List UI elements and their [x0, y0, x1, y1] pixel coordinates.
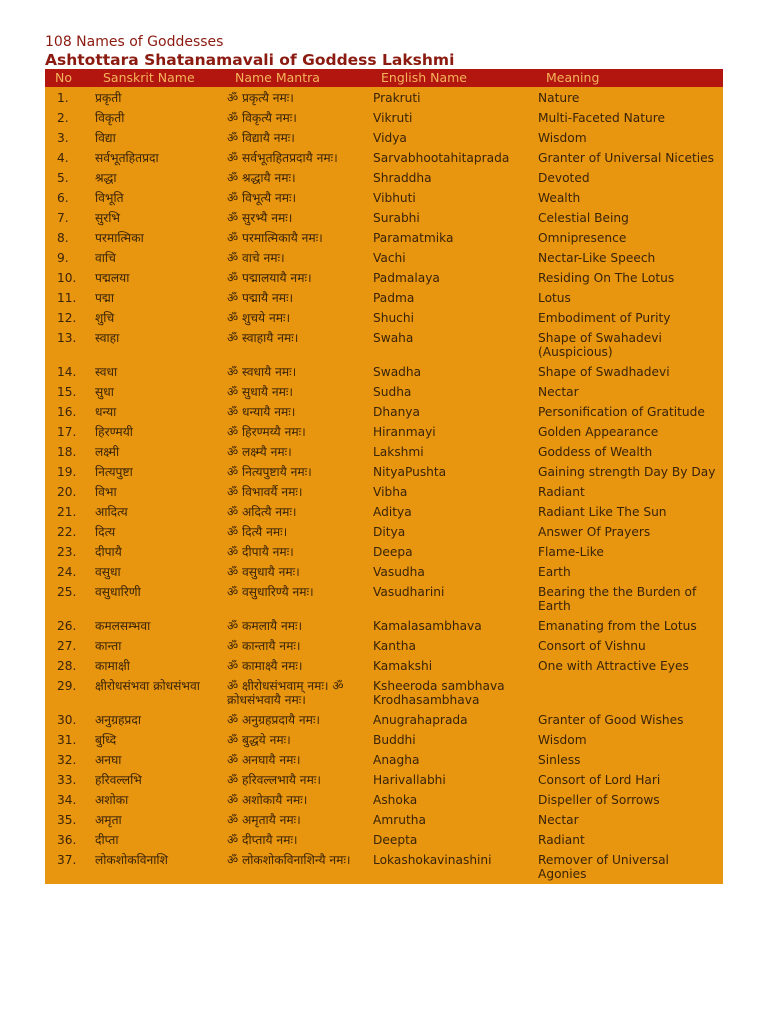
table-row	[45, 810, 723, 830]
sanskrit-name-cell: विभूति	[95, 191, 124, 205]
english-name-cell: Shuchi	[373, 311, 414, 325]
table-row	[45, 730, 723, 750]
sanskrit-name-cell: नित्यपुष्टा	[95, 465, 133, 479]
meaning-cell: Consort of Lord Hari	[538, 773, 661, 787]
english-name-cell: Aditya	[373, 505, 412, 519]
english-name-cell: Padmalaya	[373, 271, 440, 285]
meaning-cell: Remover of Universal Agonies	[538, 853, 669, 881]
name-mantra-cell: ॐ नित्यपुष्टायै नमः।	[227, 465, 312, 479]
name-mantra-cell: ॐ दीपायै नमः।	[227, 545, 294, 559]
meaning-cell: Shape of Swahadevi (Auspicious)	[538, 331, 662, 359]
meaning-cell: Multi-Faceted Nature	[538, 111, 665, 125]
table-body	[45, 87, 723, 884]
english-name-cell: Vidya	[373, 131, 407, 145]
sanskrit-name-cell: हरिवल्लभि	[95, 773, 142, 787]
row-number-cell: 10.	[57, 271, 77, 285]
sanskrit-name-cell: अशोका	[95, 793, 129, 807]
sanskrit-name-cell: कान्ता	[95, 639, 122, 653]
english-name-cell: Padma	[373, 291, 415, 305]
english-name-cell: Amrutha	[373, 813, 426, 827]
table-row	[45, 636, 723, 656]
row-number-cell: 37.	[57, 853, 77, 867]
table-row	[45, 482, 723, 502]
sanskrit-name-cell: लक्ष्मी	[95, 445, 120, 459]
name-mantra-cell: ॐ सर्वभूतहितप्रदायै नमः।	[227, 151, 338, 165]
name-mantra-cell: ॐ विभावर्यै नमः।	[227, 485, 303, 499]
row-number-cell: 23.	[57, 545, 77, 559]
meaning-cell: Residing On The Lotus	[538, 271, 675, 285]
name-mantra-cell: ॐ प्रकृत्यै नमः।	[227, 91, 294, 105]
sanskrit-name-cell: दित्य	[95, 525, 116, 539]
meaning-cell: Wisdom	[538, 131, 587, 145]
english-name-cell: Swaha	[373, 331, 414, 345]
row-number-cell: 28.	[57, 659, 77, 673]
sanskrit-name-cell: पद्मलया	[95, 271, 130, 285]
sanskrit-name-cell: कामाक्षी	[95, 659, 130, 673]
meaning-cell: Flame-Like	[538, 545, 604, 559]
meaning-cell: Granter of Universal Niceties	[538, 151, 714, 165]
table-row	[45, 288, 723, 308]
sanskrit-name-cell: परमात्मिका	[95, 231, 144, 245]
english-name-cell: Paramatmika	[373, 231, 454, 245]
row-number-cell: 20.	[57, 485, 77, 499]
name-mantra-cell: ॐ कान्तायै नमः।	[227, 639, 301, 653]
sanskrit-name-cell: वसुधा	[95, 565, 121, 579]
sanskrit-name-cell: सर्वभूतहितप्रदा	[95, 151, 159, 165]
meaning-cell: Devoted	[538, 171, 590, 185]
row-number-cell: 16.	[57, 405, 77, 419]
sanskrit-name-cell: लोकशोकविनाशि	[95, 853, 168, 867]
column-header-sanskrit-name: Sanskrit Name	[95, 69, 227, 87]
sanskrit-name-cell: कमलसम्भवा	[95, 619, 151, 633]
name-mantra-cell: ॐ दीप्तायै नमः।	[227, 833, 298, 847]
table-row	[45, 248, 723, 268]
name-mantra-cell: ॐ परमात्मिकायै नमः।	[227, 231, 323, 245]
name-mantra-cell: ॐ अनघायै नमः।	[227, 753, 301, 767]
name-mantra-cell: ॐ अदित्यै नमः।	[227, 505, 297, 519]
document-title: Ashtottara Shatanamavali of Goddess Lakshmi	[45, 51, 455, 69]
table-row	[45, 188, 723, 208]
table-row	[45, 308, 723, 328]
english-name-cell: Ksheeroda sambhava Krodhasambhava	[373, 679, 505, 707]
name-mantra-cell: ॐ सुधायै नमः।	[227, 385, 293, 399]
meaning-cell: Goddess of Wealth	[538, 445, 653, 459]
english-name-cell: Swadha	[373, 365, 422, 379]
name-mantra-cell: ॐ विद्यायै नमः।	[227, 131, 295, 145]
row-number-cell: 29.	[57, 679, 77, 693]
table-row	[45, 850, 723, 884]
name-mantra-cell: ॐ पद्मालयायै नमः।	[227, 271, 312, 285]
sanskrit-name-cell: स्वाहा	[95, 331, 120, 345]
meaning-cell: Dispeller of Sorrows	[538, 793, 660, 807]
table-row	[45, 87, 723, 108]
meaning-cell: Golden Appearance	[538, 425, 659, 439]
row-number-cell: 21.	[57, 505, 77, 519]
row-number-cell: 11.	[57, 291, 77, 305]
english-name-cell: Anugrahaprada	[373, 713, 468, 727]
meaning-cell: Earth	[538, 565, 571, 579]
meaning-cell: Emanating from the Lotus	[538, 619, 697, 633]
sanskrit-name-cell: अनघा	[95, 753, 122, 767]
meaning-cell: One with Attractive Eyes	[538, 659, 689, 673]
name-mantra-cell: ॐ वसुधारिण्यै नमः।	[227, 585, 314, 599]
row-number-cell: 14.	[57, 365, 77, 379]
column-header-no: No	[45, 69, 95, 87]
sanskrit-name-cell: विद्या	[95, 131, 116, 145]
name-mantra-cell: ॐ वसुधायै नमः।	[227, 565, 300, 579]
name-mantra-cell: ॐ श्रद्धायै नमः।	[227, 171, 296, 185]
column-header-meaning: Meaning	[538, 69, 723, 87]
meaning-cell: Radiant Like The Sun	[538, 505, 667, 519]
english-name-cell: Prakruti	[373, 91, 421, 105]
english-name-cell: Sudha	[373, 385, 412, 399]
meaning-cell: Gaining strength Day By Day	[538, 465, 716, 479]
sanskrit-name-cell: श्रद्धा	[95, 171, 117, 185]
table-row	[45, 208, 723, 228]
row-number-cell: 1.	[57, 91, 69, 105]
table-row	[45, 442, 723, 462]
table-row	[45, 542, 723, 562]
table-row	[45, 676, 723, 710]
meaning-cell: Answer Of Prayers	[538, 525, 651, 539]
row-number-cell: 35.	[57, 813, 77, 827]
table-row	[45, 562, 723, 582]
english-name-cell: Anagha	[373, 753, 420, 767]
meaning-cell: Lotus	[538, 291, 571, 305]
table-row	[45, 422, 723, 442]
row-number-cell: 34.	[57, 793, 77, 807]
meaning-cell: Omnipresence	[538, 231, 627, 245]
sanskrit-name-cell: दीप्ता	[95, 833, 119, 847]
english-name-cell: Ashoka	[373, 793, 418, 807]
sanskrit-name-cell: स्वधा	[95, 365, 118, 379]
sanskrit-name-cell: वसुधारिणी	[95, 585, 141, 599]
sanskrit-name-cell: विभा	[95, 485, 117, 499]
sanskrit-name-cell: बुध्दि	[95, 733, 117, 747]
name-mantra-cell: ॐ कमलायै नमः।	[227, 619, 303, 633]
table-row	[45, 128, 723, 148]
sanskrit-name-cell: वाचि	[95, 251, 116, 265]
row-number-cell: 17.	[57, 425, 77, 439]
sanskrit-name-cell: दीपायै	[95, 545, 122, 559]
name-mantra-cell: ॐ अमृतायै नमः।	[227, 813, 301, 827]
name-mantra-cell: ॐ स्वाहायै नमः।	[227, 331, 299, 345]
row-number-cell: 7.	[57, 211, 69, 225]
name-mantra-cell: ॐ धन्यायै नमः।	[227, 405, 296, 419]
table-row	[45, 402, 723, 422]
name-mantra-cell: ॐ लक्ष्म्यै नमः।	[227, 445, 292, 459]
row-number-cell: 12.	[57, 311, 77, 325]
english-name-cell: Harivallabhi	[373, 773, 446, 787]
english-name-cell: Surabhi	[373, 211, 420, 225]
table-row	[45, 268, 723, 288]
table-row	[45, 108, 723, 128]
english-name-cell: Lokashokavinashini	[373, 853, 492, 867]
english-name-cell: Vachi	[373, 251, 406, 265]
row-number-cell: 22.	[57, 525, 77, 539]
name-mantra-cell: ॐ अनुग्रहप्रदायै नमः।	[227, 713, 321, 727]
row-number-cell: 19.	[57, 465, 77, 479]
table-row	[45, 382, 723, 402]
meaning-cell: Shape of Swadhadevi	[538, 365, 670, 379]
meaning-cell	[538, 676, 723, 710]
english-name-cell: Buddhi	[373, 733, 416, 747]
table-row	[45, 790, 723, 810]
name-mantra-cell: ॐ लोकशोकविनाशिन्यै नमः।	[227, 853, 351, 867]
names-table	[45, 69, 723, 884]
table-row	[45, 148, 723, 168]
name-mantra-cell: ॐ वाचे नमः।	[227, 251, 285, 265]
meaning-cell: Personification of Gratitude	[538, 405, 705, 419]
english-name-cell: Ditya	[373, 525, 406, 539]
sanskrit-name-cell: क्षीरोधसंभवा क्रोधसंभवा	[95, 679, 200, 693]
meaning-cell: Consort of Vishnu	[538, 639, 646, 653]
table-row	[45, 502, 723, 522]
english-name-cell: Deepa	[373, 545, 413, 559]
name-mantra-cell: ॐ बुद्धये नमः।	[227, 733, 291, 747]
row-number-cell: 6.	[57, 191, 69, 205]
row-number-cell: 5.	[57, 171, 69, 185]
table-row	[45, 750, 723, 770]
row-number-cell: 31.	[57, 733, 77, 747]
row-number-cell: 4.	[57, 151, 69, 165]
table-row	[45, 362, 723, 382]
meaning-cell: Bearing the the Burden of Earth	[538, 585, 697, 613]
english-name-cell: Hiranmayi	[373, 425, 436, 439]
column-header-english-name: English Name	[373, 69, 538, 87]
name-mantra-cell: ॐ हरिवल्लभायै नमः।	[227, 773, 321, 787]
row-number-cell: 33.	[57, 773, 77, 787]
english-name-cell: Shraddha	[373, 171, 432, 185]
row-number-cell: 2.	[57, 111, 69, 125]
row-number-cell: 18.	[57, 445, 77, 459]
english-name-cell: Kantha	[373, 639, 416, 653]
table-row	[45, 582, 723, 616]
name-mantra-cell: ॐ विकृत्यै नमः।	[227, 111, 297, 125]
row-number-cell: 15.	[57, 385, 77, 399]
name-mantra-cell: ॐ कामाक्ष्यै नमः।	[227, 659, 303, 673]
sanskrit-name-cell: सुधा	[95, 385, 114, 399]
row-number-cell: 3.	[57, 131, 69, 145]
english-name-cell: Kamakshi	[373, 659, 433, 673]
meaning-cell: Celestial Being	[538, 211, 629, 225]
meaning-cell: Nectar	[538, 813, 579, 827]
table-row	[45, 522, 723, 542]
sanskrit-name-cell: विकृती	[95, 111, 125, 125]
document-subtitle: 108 Names of Goddesses	[45, 34, 224, 50]
name-mantra-cell: ॐ अशोकायै नमः।	[227, 793, 308, 807]
name-mantra-cell: ॐ स्वधायै नमः।	[227, 365, 297, 379]
english-name-cell: Vibha	[373, 485, 408, 499]
name-mantra-cell: ॐ सुरभ्यै नमः।	[227, 211, 293, 225]
meaning-cell: Sinless	[538, 753, 581, 767]
document-page	[45, 34, 723, 884]
meaning-cell: Granter of Good Wishes	[538, 713, 684, 727]
table-row	[45, 830, 723, 850]
english-name-cell: Vasudharini	[373, 585, 445, 599]
sanskrit-name-cell: पद्मा	[95, 291, 115, 305]
table-row	[45, 710, 723, 730]
column-header-name-mantra: Name Mantra	[227, 69, 373, 87]
table-row	[45, 168, 723, 188]
english-name-cell: Vibhuti	[373, 191, 416, 205]
meaning-cell: Wisdom	[538, 733, 587, 747]
english-name-cell: Dhanya	[373, 405, 420, 419]
sanskrit-name-cell: आदित्य	[95, 505, 128, 519]
table-row	[45, 616, 723, 636]
meaning-cell: Embodiment of Purity	[538, 311, 671, 325]
row-number-cell: 36.	[57, 833, 77, 847]
english-name-cell: Vikruti	[373, 111, 413, 125]
row-number-cell: 25.	[57, 585, 77, 599]
name-mantra-cell: ॐ विभूत्यै नमः।	[227, 191, 297, 205]
english-name-cell: Sarvabhootahitaprada	[373, 151, 510, 165]
sanskrit-name-cell: धन्या	[95, 405, 117, 419]
english-name-cell: NityaPushta	[373, 465, 447, 479]
sanskrit-name-cell: शुचि	[95, 311, 115, 325]
row-number-cell: 8.	[57, 231, 69, 245]
meaning-cell: Nectar-Like Speech	[538, 251, 656, 265]
row-number-cell: 13.	[57, 331, 77, 345]
row-number-cell: 9.	[57, 251, 69, 265]
sanskrit-name-cell: हिरण्मयी	[95, 425, 133, 439]
sanskrit-name-cell: अमृता	[95, 813, 122, 827]
name-mantra-cell: ॐ शुचये नमः।	[227, 311, 291, 325]
english-name-cell: Vasudha	[373, 565, 425, 579]
meaning-cell: Wealth	[538, 191, 581, 205]
sanskrit-name-cell: प्रकृती	[95, 91, 122, 105]
table-row	[45, 228, 723, 248]
meaning-cell: Radiant	[538, 485, 585, 499]
table-row	[45, 328, 723, 362]
name-mantra-cell: ॐ दित्यै नमः।	[227, 525, 288, 539]
table-row	[45, 770, 723, 790]
row-number-cell: 32.	[57, 753, 77, 767]
meaning-cell: Nature	[538, 91, 580, 105]
row-number-cell: 30.	[57, 713, 77, 727]
row-number-cell: 26.	[57, 619, 77, 633]
english-name-cell: Deepta	[373, 833, 418, 847]
table-row	[45, 656, 723, 676]
meaning-cell: Radiant	[538, 833, 585, 847]
sanskrit-name-cell: अनुग्रहप्रदा	[95, 713, 141, 727]
name-mantra-cell: ॐ क्षीरोधसंभवाम् नमः। ॐ क्रोधसंभवायै नमः।	[227, 679, 344, 707]
english-name-cell: Lakshmi	[373, 445, 424, 459]
table-header-row	[45, 69, 723, 87]
table-row	[45, 462, 723, 482]
name-mantra-cell: ॐ पद्मायै नमः।	[227, 291, 294, 305]
sanskrit-name-cell: सुरभि	[95, 211, 120, 225]
row-number-cell: 27.	[57, 639, 77, 653]
meaning-cell: Nectar	[538, 385, 579, 399]
name-mantra-cell: ॐ हिरण्मय्यै नमः।	[227, 425, 306, 439]
english-name-cell: Kamalasambhava	[373, 619, 482, 633]
row-number-cell: 24.	[57, 565, 77, 579]
